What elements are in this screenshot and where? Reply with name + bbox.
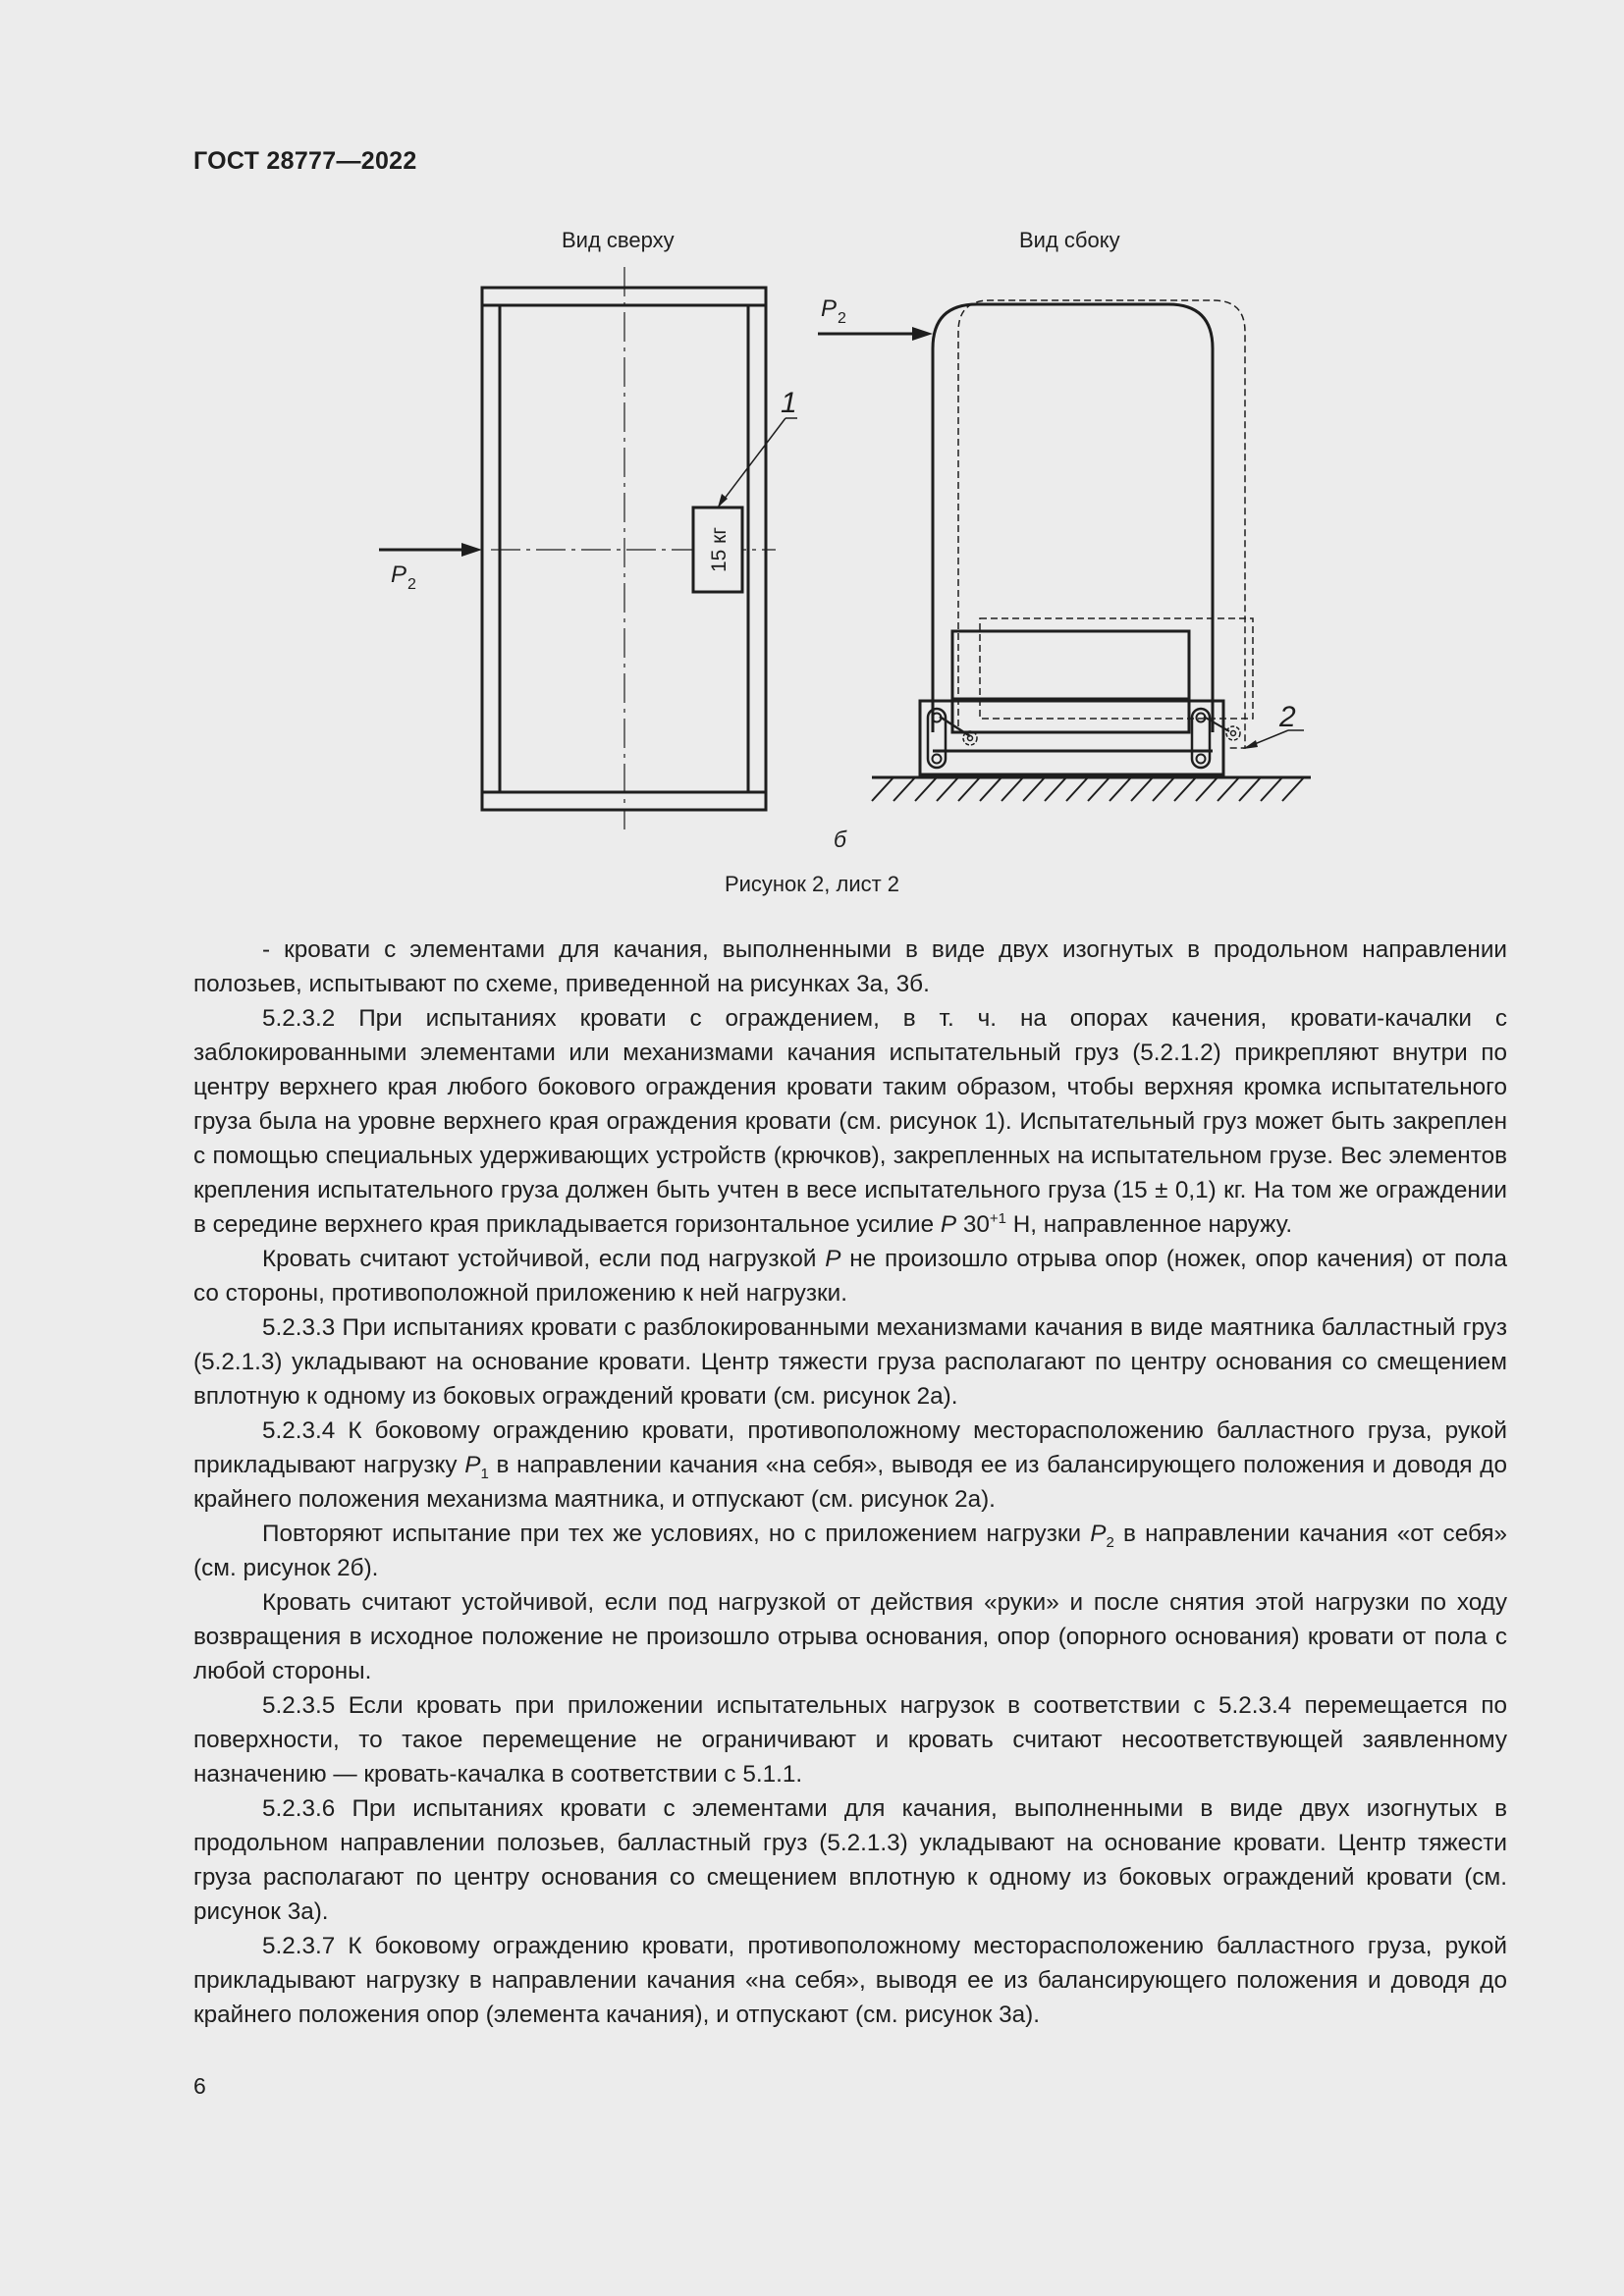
stand-frame [920, 701, 1223, 774]
document-header: ГОСТ 28777—2022 [193, 147, 417, 175]
paragraph-5-2-3-3: 5.2.3.3 При испытаниях кровати с разблокированными механизмами качания в виде маятника балластный груз (5.2.1.3) укладывают на основание кровати. Центр тяжести груза располагают по центру основания со смещением вплотную к одному из боковых ограждений кровати (см. рисунок 2а). [193, 1314, 1507, 1410]
caption-side-view: Вид сбоку [1019, 228, 1120, 252]
paragraph-5-2-3-2: 5.2.3.2 При испытаниях кровати с ограждением, в т. ч. на опорах качения, кровати-качалки с заблокированными элементами или механизмами качания испытательный груз (5.2.1.2) прикрепляют внутри по центру верхнего края любого бокового ограждения кровати таким образом, чтобы верхняя кромка испытательного груза была на уровне верхнего края ограждения кровати (см. рисунок 1). Испытательный груз может быть закреплен с помощью специальных удерживающих устройств (крючков), закрепленных на испытательном грузе. Вес элементов крепления испытательного груза должен быть учтен в весе испытательного груза (15 ± 0,1) кг. На том же ограждении в середине верхнего края прикладывается горизонтальное усилие P $30^{+1}$ Н, направленное наружу. [193, 1005, 1507, 1238]
force-label-top: P [391, 561, 407, 588]
caption-top-view: Вид сверху [562, 228, 675, 252]
figure-caption: Рисунок 2, лист 2 [724, 872, 900, 896]
side-view [872, 300, 1311, 801]
paragraph-hand-load-criterion: Кровать считают устойчивой, если под нагрузкой от действия «руки» и после снятия этой нагрузки по ходу возвращения в исходное положение не произошло отрыва основания, опор (опорного основания) кровати от пола с любой стороны. [193, 1589, 1507, 1684]
weight-label: 15 кг [708, 526, 731, 573]
subfigure-letter: б [834, 827, 846, 852]
page-number: 6 [193, 2073, 206, 2099]
paragraph-5-2-3-6: 5.2.3.6 При испытаниях кровати с элементами для качания, выполненными в виде двух изогнутых в продольном направлении полозьев, балластный груз (5.2.1.3) укладывают на основание кровати. Центр тяжести груза располагают по центру основания со смещением вплотную к одному из боковых ограждений кровати (см. рисунок 3а). [193, 1795, 1507, 1925]
ballast-box [952, 631, 1189, 732]
force-sub-side: 2 [838, 310, 846, 327]
paragraph-rocking-runners: - кровати с элементами для качания, выполненными в виде двух изогнутых в продольном направлении полозьев, испытывают по схеме, приведенной на рисунках 3а, 3б. [193, 936, 1507, 997]
force-arrow-side-head [912, 327, 933, 341]
force-label-side: P [821, 295, 838, 322]
force-arrow-top-head [461, 543, 482, 557]
callout-1-leader [718, 418, 785, 507]
body-text [193, 933, 1507, 2032]
paragraph-stability-criterion: Кровать считают устойчивой, если под нагрузкой P не произошло отрыва опор (ножек, опор качения) от пола со стороны, противоположной приложению к ней нагрузки. [193, 1246, 1507, 1307]
paragraph-repeat-test: Повторяют испытание при тех же условиях, но с приложением нагрузки $P_2$ в направлении качания «от себя» (см. рисунок 2б). [193, 1521, 1507, 1581]
bed-frame [933, 304, 1213, 732]
floor-hatching [872, 777, 1304, 801]
paragraph-5-2-3-4: 5.2.3.4 К боковому ограждению кровати, противоположному месторасположению балластного груза, рукой прикладывают нагрузку $P_1$ в направлении качания «на себя», выводя ее из балансирующего положения и доводя до крайнего положения механизма маятника, и отпускают (см. рисунок 2а). [193, 1417, 1507, 1513]
displaced-bed-outline [958, 300, 1245, 748]
figure-drawing [0, 0, 1624, 883]
callout-1-label: 1 [781, 387, 797, 419]
force-sub-top: 2 [407, 576, 416, 593]
callout-2-label: 2 [1279, 701, 1296, 733]
paragraph-5-2-3-5: 5.2.3.5 Если кровать при приложении испытательных нагрузок в соответствии с 5.2.3.4 перемещается по поверхности, то такое перемещение не ограничивают и кровать считают несоответствующей заявленному назначению — кровать-качалка в соответствии с 5.1.1. [193, 1692, 1507, 1788]
top-view [482, 267, 797, 829]
paragraph-5-2-3-7: 5.2.3.7 К боковому ограждению кровати, противоположному месторасположению балластного груза, рукой прикладывают нагрузку в направлении качания «на себя», выводя ее из балансирующего положения и доводя до крайнего положения опор (элемента качания), и отпускают (см. рисунок 3а). [193, 1933, 1507, 2028]
